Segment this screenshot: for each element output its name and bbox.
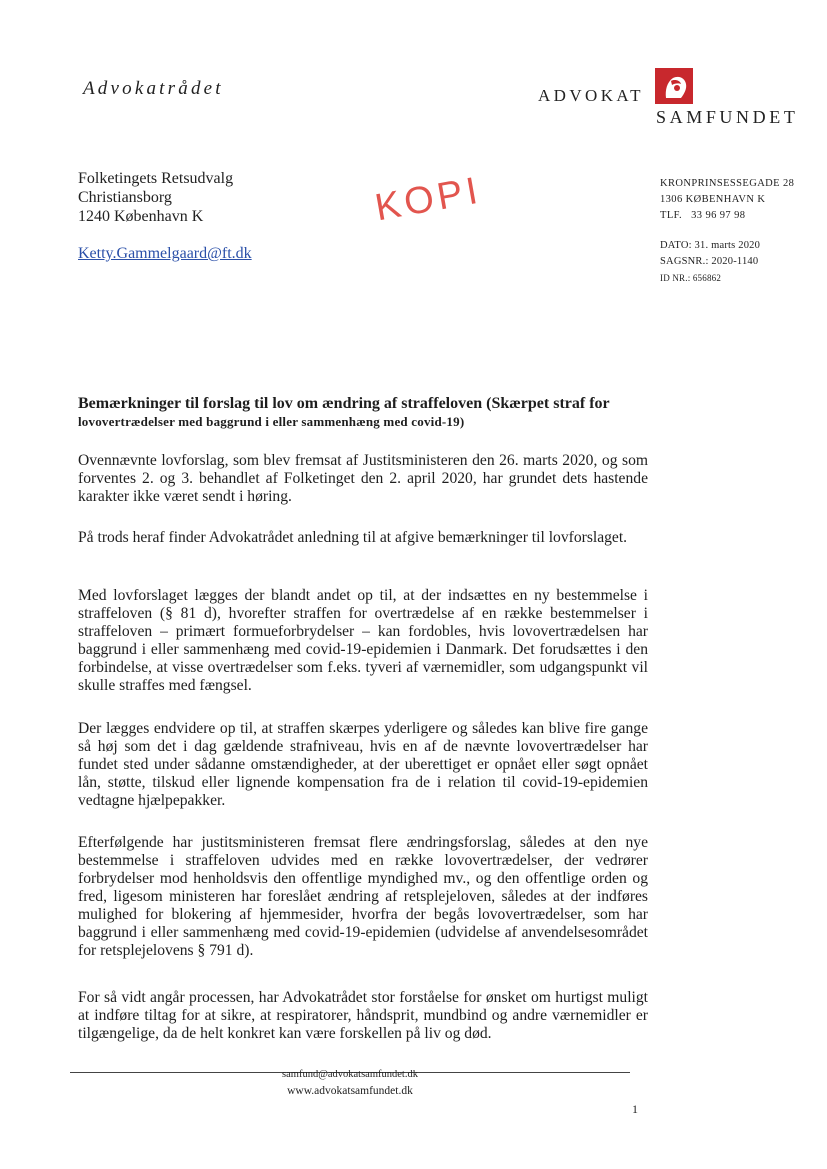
meta-id-number: ID NR.: 656862 <box>660 273 722 283</box>
recipient-line: Folketingets Retsudvalg <box>78 170 234 187</box>
meta-date: DATO: 31. marts 2020 <box>660 240 761 251</box>
paragraph-3: Med lovforslaget lægges der blandt andet op til, at der indsættes en ny bestemmelse i straffeloven (§ 81 d), hvorefter straffen for overtrædelse af en række bestemmelser i straffeloven – primært formueforbrydelser – kan fordobles, hvis lovovertrædelsen har baggrund i eller sammenhæng med covid-19-epidemien i Danmark. Det forudsættes i den forbindelse, at visse overtrædelser som f.eks. tyveri af værnemidler, som udgangspunkt vil skulle straffes med fængsel. <box>78 587 648 694</box>
letter-heading <box>78 394 653 430</box>
copy-stamp: KOPI <box>372 169 485 230</box>
footer-email-link[interactable]: samfund@advokatsamfundet.dk <box>282 1069 418 1080</box>
letter-meta <box>660 238 760 286</box>
heading-line-2: lovovertrædelser med baggrund i eller sammenhæng med covid-19) <box>78 414 465 429</box>
recipient-line: Christiansborg <box>78 189 172 206</box>
footer-web-link[interactable]: www.advokatsamfundet.dk <box>287 1085 413 1097</box>
recipient-address <box>78 169 233 226</box>
address-street: KRONPRINSESSEGADE 28 <box>660 178 795 189</box>
sender-name: Advokatrådet <box>83 78 224 99</box>
address-city: 1306 KØBENHAVN K <box>660 194 766 205</box>
recipient-email-link[interactable]: Ketty.Gammelgaard@ft.dk <box>78 245 252 262</box>
heading-line-1: Bemærkninger til forslag til lov om ændring af straffeloven (Skærpet straf for <box>78 395 610 412</box>
paragraph-2: På trods heraf finder Advokatrådet anledning til at afgive bemærkninger til lovforslaget. <box>78 529 628 546</box>
logo-emblem-icon <box>655 68 693 104</box>
sender-address <box>660 176 794 224</box>
paragraph-4: Der lægges endvidere op til, at straffen skærpes yderligere og således kan blive fire gange så høj som det i dag gældende strafniveau, hvis en af de nævnte lovovertrædelser har fundet sted under sådanne omstændigheder, at der uberettiget er opnået eller søgt opnået lån, støtte, tilskud eller lignende kompensation fra de i relation til covid-19-epidemien vedtagne hjælpepakker. <box>78 720 648 809</box>
meta-case-number: SAGSNR.: 2020-1140 <box>660 256 759 267</box>
paragraph-1: Ovennævnte lovforslag, som blev fremsat af Justitsministeren den 26. marts 2020, og som forventes 2. og 3. behandlet af Folketinget den 2. april 2020, har grundet dets hastende karakter ikke været sendt i høring. <box>78 452 648 505</box>
paragraph-6: For så vidt angår processen, har Advokatrådet stor forståelse for ønsket om hurtigst muligt at indføre tiltag for at sikre, at respiratorer, håndsprit, mundbind og andre værnemidler er tilgængelige, da de helt konkret kan være forskellen på liv og død. <box>78 989 648 1042</box>
logo-text-samfundet: SAMFUNDET <box>656 107 799 127</box>
logo-text-advokat: ADVOKAT <box>538 86 644 105</box>
page-number: 1 <box>632 1102 638 1116</box>
address-phone: TLF. 33 96 97 98 <box>660 210 746 221</box>
recipient-line: 1240 København K <box>78 208 204 225</box>
paragraph-5: Efterfølgende har justitsministeren fremsat flere ændringsforslag, således at den nye bestemmelse i straffeloven udvides med en række lovovertrædelser, der vedrører forbrydelser mod henholdsvis den offentlige myndighed mv., og den offentlige orden og fred, ligesom ministeren har foreslået ændring af retsplejeloven, således at der indføres mulighed for blokering af hjemmesider, hvorfra der begås lovovertrædelser, som har baggrund i eller sammenhæng med covid-19-epidemien (udvidelse af anvendelsesområdet for retsplejelovens § 791 d). <box>78 834 648 959</box>
